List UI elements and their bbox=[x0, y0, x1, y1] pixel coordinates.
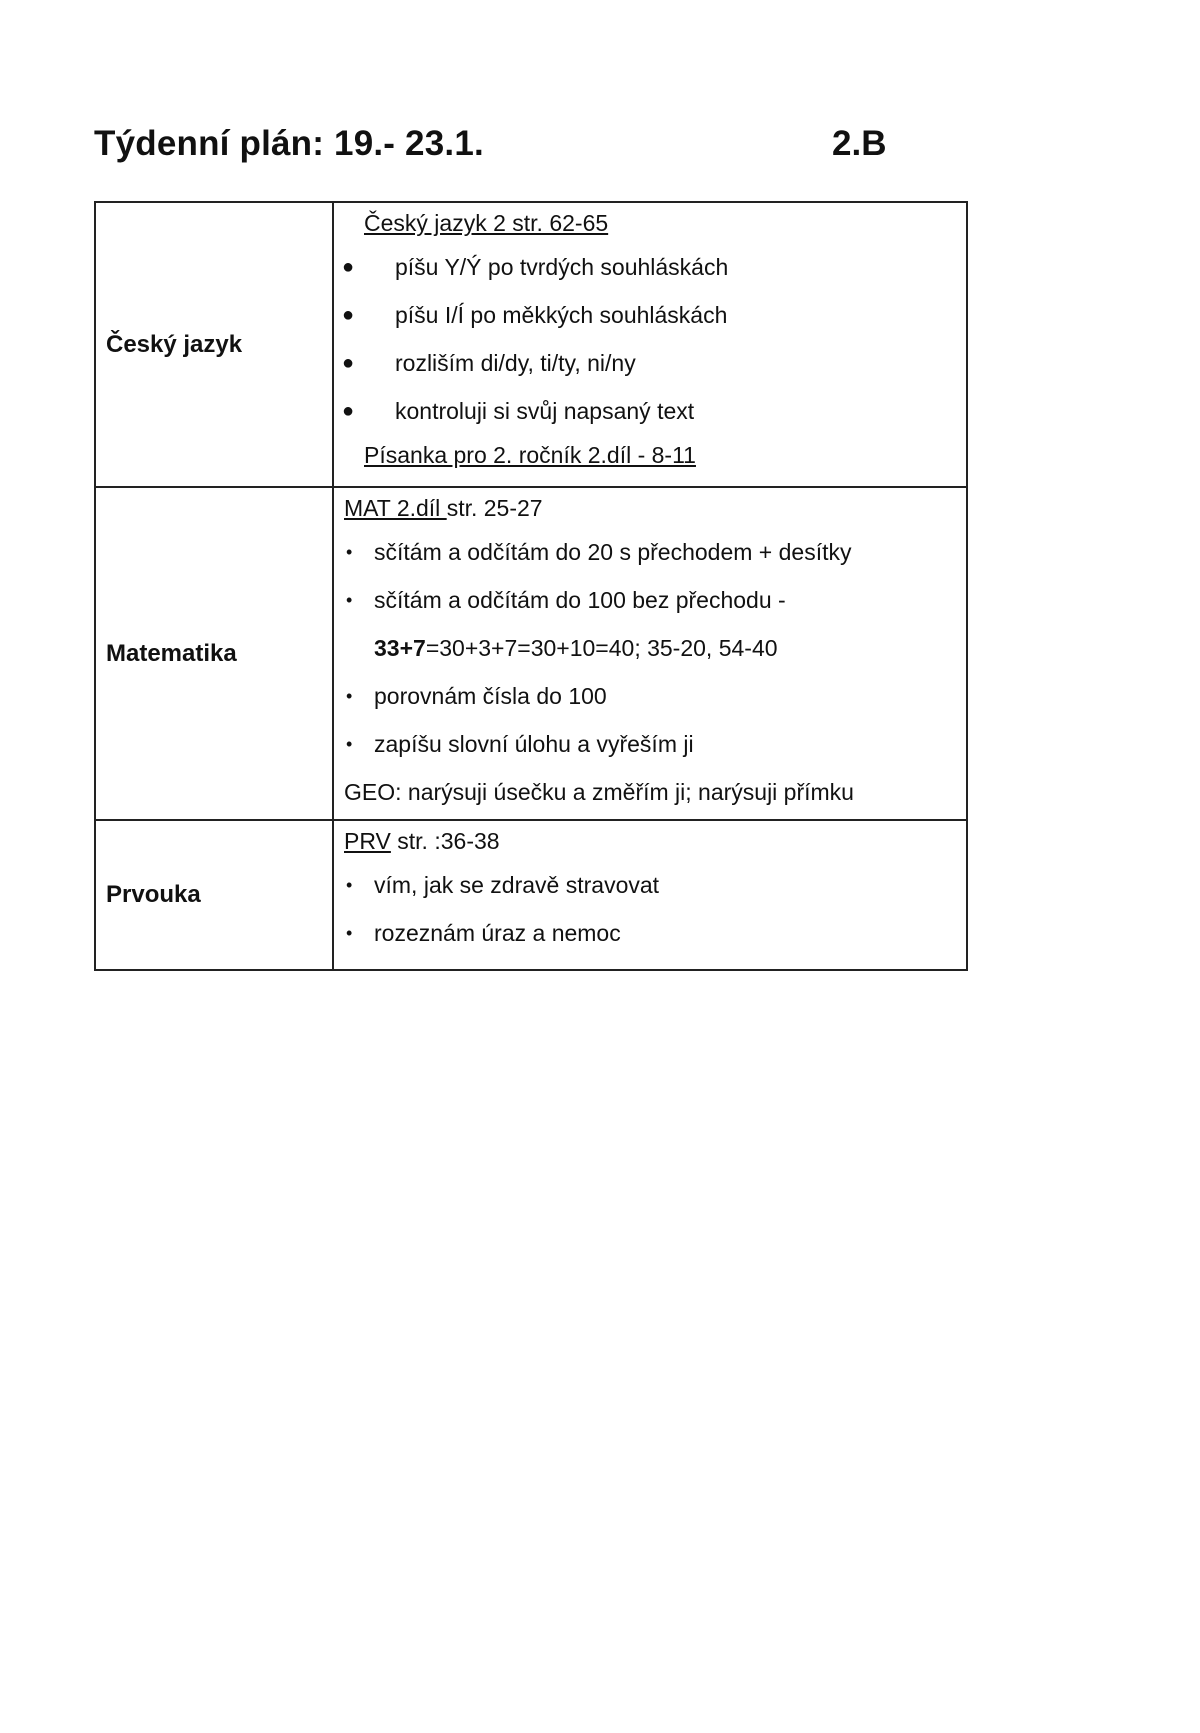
book-reference-text: Český jazyk 2 str. 62-65 bbox=[364, 210, 609, 236]
book-reference bbox=[334, 203, 966, 243]
math-example-bold: 33+7 bbox=[374, 635, 426, 661]
table-row bbox=[95, 820, 967, 970]
content-cell bbox=[333, 487, 967, 820]
list-item: ● rozliším di/dy, ti/ty, ni/ny bbox=[334, 339, 966, 387]
book-reference-text: PRV bbox=[344, 828, 391, 854]
bullet-icon bbox=[342, 243, 354, 291]
list-item: • porovnám čísla do 100 bbox=[334, 672, 966, 720]
subject-cell bbox=[95, 202, 333, 487]
class-label: 2.B bbox=[832, 124, 887, 163]
page-title: Týdenní plán: 19.- 23.1. bbox=[94, 124, 484, 163]
list-item: • rozeznám úraz a nemoc bbox=[334, 909, 966, 957]
bullet-icon bbox=[346, 861, 352, 909]
bullet-icon bbox=[346, 528, 352, 576]
list-item: ● píšu Y/Ý po tvrdých souhláskách bbox=[334, 243, 966, 291]
bullet-icon bbox=[342, 291, 354, 339]
bullet-icon bbox=[342, 339, 354, 387]
math-example-rest: =30+3+7=30+10=40; 35-20, 54-40 bbox=[425, 635, 778, 661]
book-reference bbox=[334, 488, 966, 528]
bullet-icon bbox=[346, 720, 352, 768]
book-pages: str. :36-38 bbox=[390, 828, 500, 854]
bullet-icon bbox=[346, 576, 352, 624]
list-item: ● píšu I/Í po měkkých souhláskách bbox=[334, 291, 966, 339]
workbook-reference-text: Písanka pro 2. ročník 2.díl - 8-11 bbox=[364, 442, 696, 468]
subject-label: Matematika bbox=[106, 639, 237, 667]
subject-cell bbox=[95, 820, 333, 970]
bullet-icon bbox=[346, 909, 352, 957]
table-row bbox=[95, 487, 967, 820]
table-row bbox=[95, 202, 967, 487]
list-item: • zapíšu slovní úlohu a vyřeším ji bbox=[334, 720, 966, 768]
bullet-icon bbox=[346, 672, 352, 720]
content-cell bbox=[333, 202, 967, 487]
subject-label: Prvouka bbox=[106, 881, 201, 908]
list-item: ● kontroluji si svůj napsaný text bbox=[334, 387, 966, 435]
math-example bbox=[334, 624, 966, 672]
workbook-reference bbox=[334, 435, 966, 475]
content-cell bbox=[333, 820, 967, 970]
bullet-icon bbox=[342, 387, 354, 435]
list-item: • sčítám a odčítám do 20 s přechodem + desítky bbox=[334, 528, 966, 576]
subject-label: Český jazyk bbox=[106, 330, 243, 358]
subject-cell bbox=[95, 487, 333, 820]
book-reference bbox=[334, 821, 966, 861]
geometry-note: GEO: narýsuji úsečku a změřím ji; narýsuji přímku bbox=[344, 779, 854, 805]
list-item: • sčítám a odčítám do 100 bez přechodu - bbox=[334, 576, 966, 624]
weekly-plan-table bbox=[94, 201, 968, 971]
book-reference-text: MAT 2.díl bbox=[344, 495, 447, 521]
book-pages: str. 25-27 bbox=[446, 495, 543, 521]
list-item: • vím, jak se zdravě stravovat bbox=[334, 861, 966, 909]
